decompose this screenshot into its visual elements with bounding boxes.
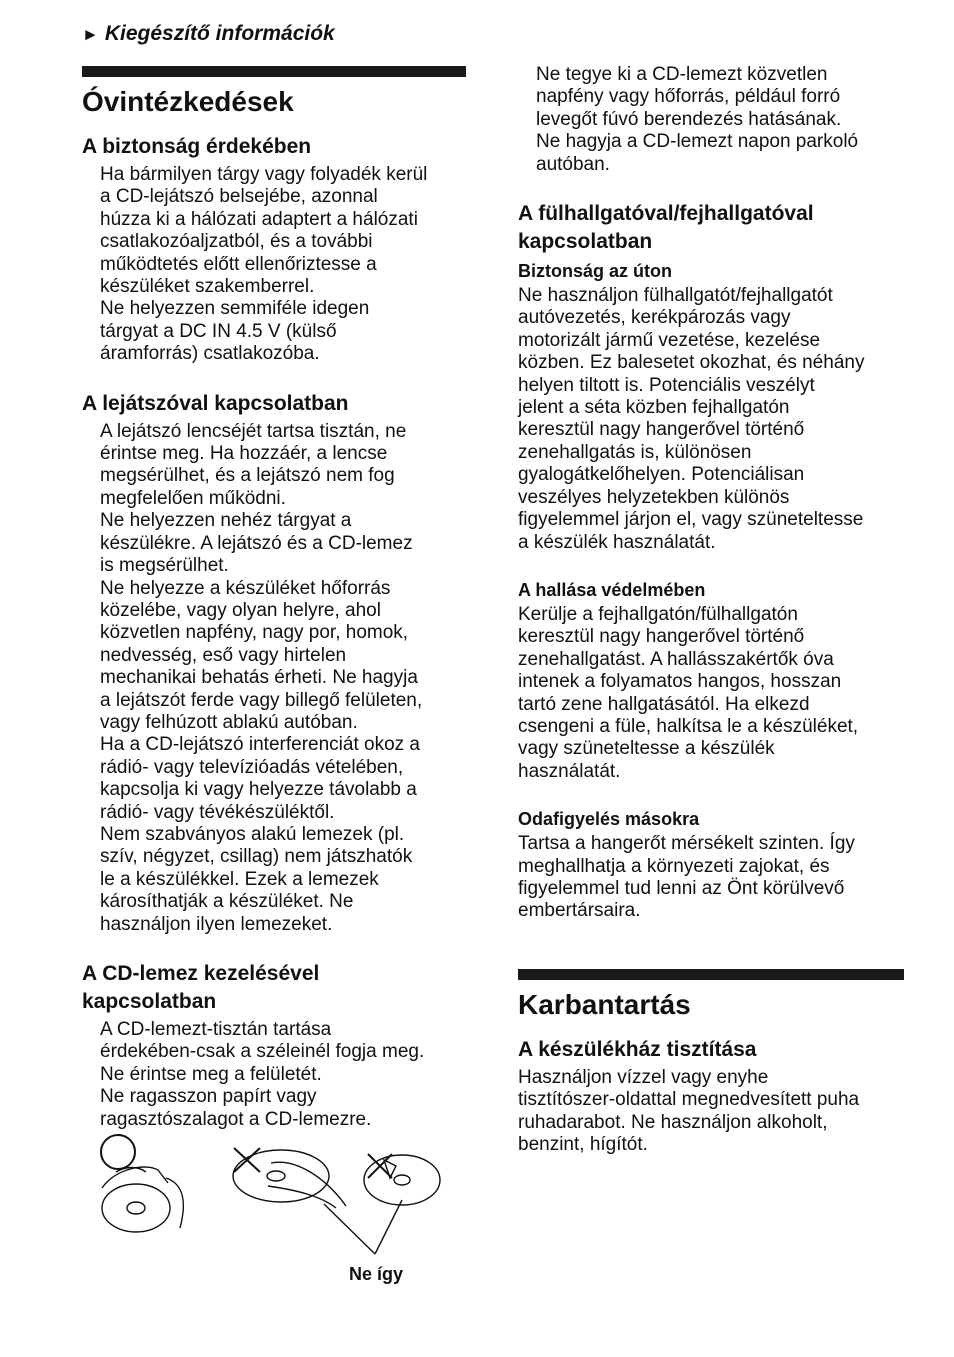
subsection-heading-hearing: A hallása védelmében — [518, 579, 706, 600]
cd-sunlight-text: Ne tegye ki a CD-lemezt közvetlen napfény vagy hőforrás, például forró levegőt fúvó berendezés hatásának. Ne hagyja a CD-lemezt napon parkoló autóban. — [536, 64, 859, 175]
subsection-body-consideration: Tartsa a hangerőt mérsékelt szinten. Így meghallhatja a környezeti zajokat, és figyelemmel tud lenni az Önt körülvevő embertársaira. — [518, 833, 855, 922]
section-heading-cd-handling: A CD-lemez kezelésével kapcsolatban — [82, 962, 320, 1013]
section-rule-maintenance — [518, 969, 904, 980]
section-body-cd-handling: A CD-lemezt-tisztán tartása érdekében-csak a széleinél fogja meg. Ne érintse meg a felületét. Ne ragasszon papírt vagy ragasztószalagot a CD-lemezre. — [100, 1019, 425, 1130]
section-heading-safety: A biztonság érdekében — [82, 135, 312, 158]
section-rule — [82, 66, 466, 77]
maintenance-title: Karbantartás — [518, 988, 691, 1020]
subsection-heading-road-safety: Biztonság az úton — [518, 261, 672, 282]
breadcrumb-text: Kiegészítő információk — [104, 22, 335, 45]
disc-with-tape-icon — [364, 1155, 440, 1205]
breadcrumb — [82, 22, 335, 46]
cd-handling-illustration — [96, 1128, 446, 1258]
breadcrumb-arrow-icon: ► — [82, 25, 99, 44]
correct-mark-icon — [101, 1135, 135, 1169]
wrong-mark-icon — [234, 1148, 260, 1172]
right-column — [518, 64, 904, 1156]
maintenance-heading: A készülékház tisztítása — [518, 1037, 757, 1061]
disc-held-by-edge-icon — [102, 1167, 183, 1232]
section-body-safety: Ha bármilyen tárgy vagy folyadék kerül a CD-lejátszó belsejébe, azonnal húzza ki a hálózati adaptert a hálózati csatlakozóaljzatból, és a további működtetés előtt ellenőriztesse a készüléket szakemberrel. Ne helyezzen semmiféle idegen tárgyat a DC IN 4.5 V (külső áramforrás) csatlakozóba. — [100, 164, 428, 365]
maintenance-body: Használjon vízzel vagy enyhe tisztítószer-oldattal megnedvesített puha ruhadarabot. Ne használjon alkoholt, benzint, hígítót. — [518, 1066, 860, 1155]
headphones-heading: A fülhallgatóval/fejhallgatóval kapcsolatban — [518, 202, 814, 254]
page-title: Óvintézkedések — [82, 86, 294, 117]
section-body-player: A lejátszó lencséjét tartsa tisztán, ne érintse meg. Ha hozzáér, a lencse megsérülhet, és a lejátszó nem fog megfelelően működni. Ne helyezzen nehéz tárgyat a készülékre. A lejátszó és a CD-lemez is megsérülhet. Ne helyezze a készüléket hőforrás közelébe, vagy olyan helyre, ahol közvetlen napfény, nagy por, homok, nedvesség, eső vagy hirtelen mechanikai behatás érheti. Ne hagyja a lejátszót ferde vagy billegő felületen, vagy felhúzott ablakú autóban. Ha a CD-lejátszó interferenciát okoz a rádió- vagy televízióadás vételében, kapcsolja ki vagy helyezze távolabb a rádió- vagy tévékészüléktől. Nem szabványos alakú lemezek (pl. szív, négyzet, csillag) nem játszhatók le a készülékkel. Ezek a lemezek károsíthatják a készüléket. Ne használjon ilyen lemezeket. — [100, 420, 423, 935]
left-column — [82, 66, 466, 1131]
subsection-body-road-safety: Ne használjon fülhallgatót/fejhallgatót autóvezetés, kerékpározás vagy motorizált jármű vezetése, kezelése közben. Ez balesetet okozhat, és néhány helyen tiltott is. Potenciális veszélyt jelent a séta közben fejhallgatón keresztül nagy hangerővel történő zenehallgatás is, különösen gyalogátkelőhelyen. Potenciálisan veszélyes helyzetekben különös figyelemmel járjon el, vagy szüneteltesse a készülék használatát. — [518, 285, 865, 553]
disc-touched-surface-icon — [233, 1150, 346, 1208]
pointer-line-2 — [375, 1200, 402, 1254]
pointer-line — [324, 1204, 375, 1254]
subsection-body-hearing: Kerülje a fejhallgatón/fülhallgatón keresztül nagy hangerővel történő zenehallgatást. A hallásszakértők óva intenek a folyamatos hangos, hosszan tartó zene hallgatásától. Ha elkezd csengeni a füle, halkítsa le a készüléket, vagy szüneteltesse a készülék használatát. — [518, 603, 859, 782]
subsection-heading-consideration: Odafigyelés másokra — [518, 809, 700, 830]
illustration-caption: Ne így — [349, 1264, 404, 1284]
section-heading-player: A lejátszóval kapcsolatban — [82, 391, 349, 415]
